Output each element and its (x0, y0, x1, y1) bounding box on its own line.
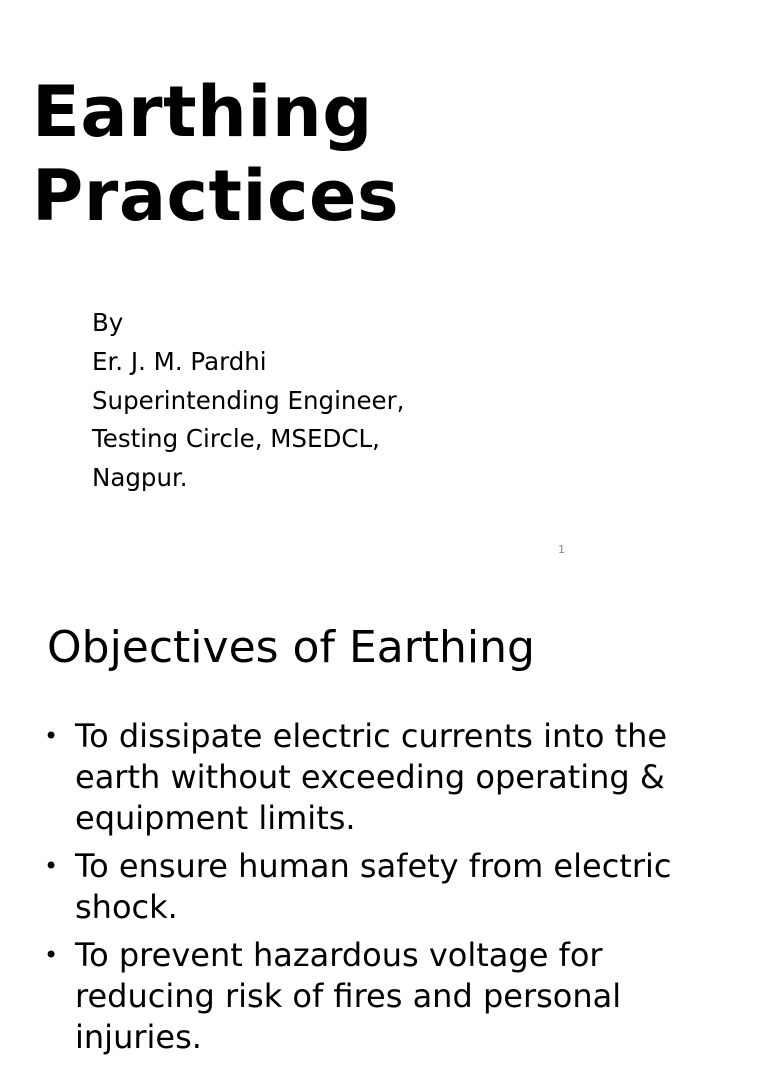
list-item-text: To ensure human safety from electric shock. (75, 847, 672, 926)
author-city: Nagpur. (92, 463, 188, 493)
title-line: Practices (32, 155, 400, 237)
objectives-slide (0, 580, 768, 1056)
page-number: 1 (558, 543, 565, 556)
slide-heading: Objectives of Earthing (47, 622, 535, 673)
bullet-icon: • (44, 722, 59, 750)
title-line: Earthing (32, 71, 373, 153)
author-office: Testing Circle, MSEDCL, (92, 424, 380, 454)
bullet-icon: • (44, 941, 59, 969)
list-item (0, 935, 768, 1058)
list-item (0, 846, 768, 928)
author-name: Er. J. M. Pardhi (92, 346, 267, 376)
list-item (0, 716, 768, 839)
objectives-list (0, 716, 768, 1065)
author-block (92, 304, 404, 498)
slide-title (32, 70, 399, 238)
bullet-icon: • (44, 852, 59, 880)
list-item-text: To prevent hazardous voltage for reducing risk of fires and personal injuries. (75, 936, 622, 1056)
author-designation: Superintending Engineer, (92, 385, 405, 415)
byline-label: By (92, 308, 124, 337)
list-item-text: To dissipate electric currents into the earth without exceeding operating & equipment limits. (75, 717, 668, 837)
